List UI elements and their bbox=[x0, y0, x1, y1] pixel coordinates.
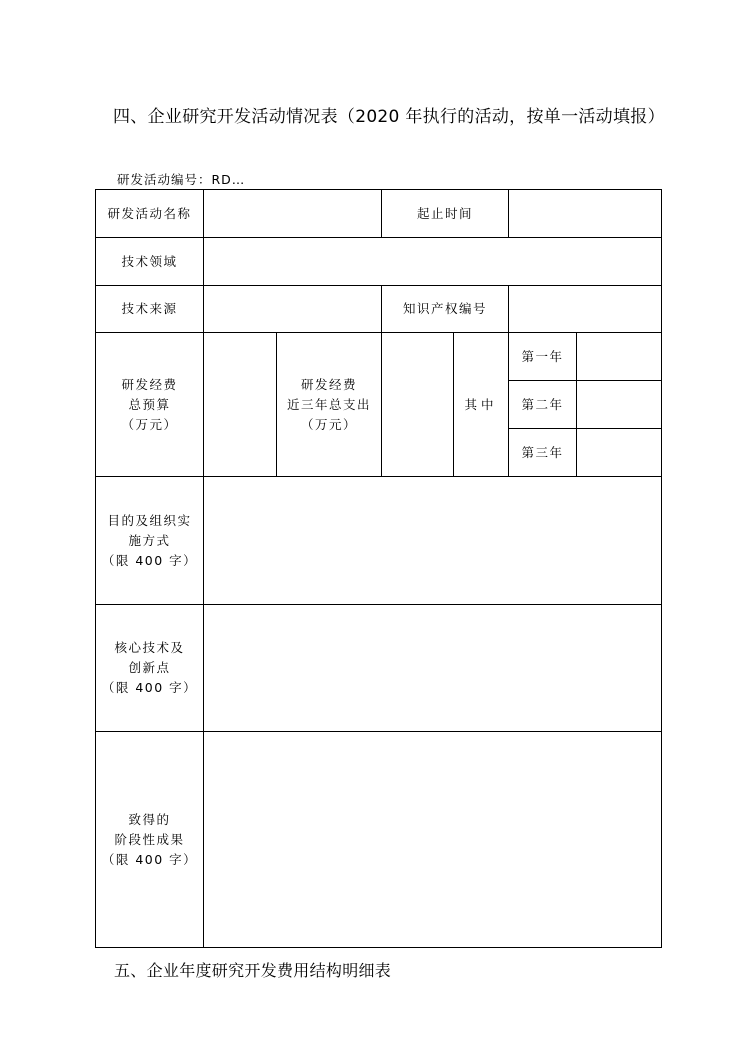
results-field[interactable] bbox=[204, 732, 661, 947]
core-tech-line-2: 创新点 bbox=[128, 660, 171, 675]
start-end-time-label: 起止时间 bbox=[416, 205, 473, 221]
results-line-1: 致得的 bbox=[128, 811, 171, 827]
expenditure-label bbox=[277, 333, 381, 476]
among-label: 其中 bbox=[464, 396, 498, 412]
purpose-line-2: 施方式 bbox=[128, 532, 171, 548]
year2-field[interactable] bbox=[577, 381, 661, 428]
core-tech-label bbox=[96, 605, 203, 731]
year1-field[interactable] bbox=[577, 333, 661, 380]
activity-name-field[interactable] bbox=[204, 190, 381, 237]
next-section-heading: 五、企业年度研究开发费用结构明细表 bbox=[114, 961, 392, 980]
year2-label: 第二年 bbox=[521, 396, 564, 412]
purpose-field[interactable] bbox=[204, 477, 661, 604]
activity-name-label: 研发活动名称 bbox=[107, 205, 192, 221]
core-tech-line-1: 核心技术及 bbox=[114, 640, 185, 655]
budget-line-2: 总预算 bbox=[128, 396, 171, 412]
section-heading: 四、企业研究开发活动情况表（2020 年执行的活动，按单一活动填报） bbox=[113, 107, 665, 127]
activity-number-label: 研发活动编号：RD… bbox=[117, 172, 246, 187]
purpose-label bbox=[96, 477, 203, 604]
tech-source-field[interactable] bbox=[204, 286, 381, 332]
results-line-3: （限 400 字） bbox=[101, 851, 198, 867]
year3-field[interactable] bbox=[577, 429, 661, 476]
ip-number-field[interactable] bbox=[509, 286, 661, 332]
expenditure-line-2: 近三年总支出 bbox=[286, 396, 371, 412]
tech-source-label: 技术来源 bbox=[121, 301, 178, 316]
tech-field-label: 技术领域 bbox=[121, 253, 178, 269]
year3-label: 第三年 bbox=[521, 444, 564, 460]
start-end-time-field[interactable] bbox=[509, 190, 661, 237]
ip-number-label: 知识产权编号 bbox=[402, 301, 487, 316]
results-label bbox=[96, 732, 203, 947]
budget-line-1: 研发经费 bbox=[121, 376, 178, 392]
results-line-2: 阶段性成果 bbox=[114, 831, 185, 847]
budget-label bbox=[96, 333, 203, 476]
year1-label: 第一年 bbox=[521, 348, 564, 364]
core-tech-field[interactable] bbox=[204, 605, 661, 731]
budget-field[interactable] bbox=[204, 333, 276, 476]
core-tech-line-3: （限 400 字） bbox=[101, 680, 198, 695]
budget-line-3: （万元） bbox=[121, 416, 178, 432]
expenditure-line-1: 研发经费 bbox=[300, 376, 357, 392]
tech-field-field[interactable] bbox=[204, 238, 661, 285]
expenditure-field[interactable] bbox=[382, 333, 453, 476]
expenditure-line-3: （万元） bbox=[300, 416, 357, 432]
purpose-line-1: 目的及组织实 bbox=[107, 512, 192, 528]
purpose-line-3: （限 400 字） bbox=[101, 552, 198, 568]
